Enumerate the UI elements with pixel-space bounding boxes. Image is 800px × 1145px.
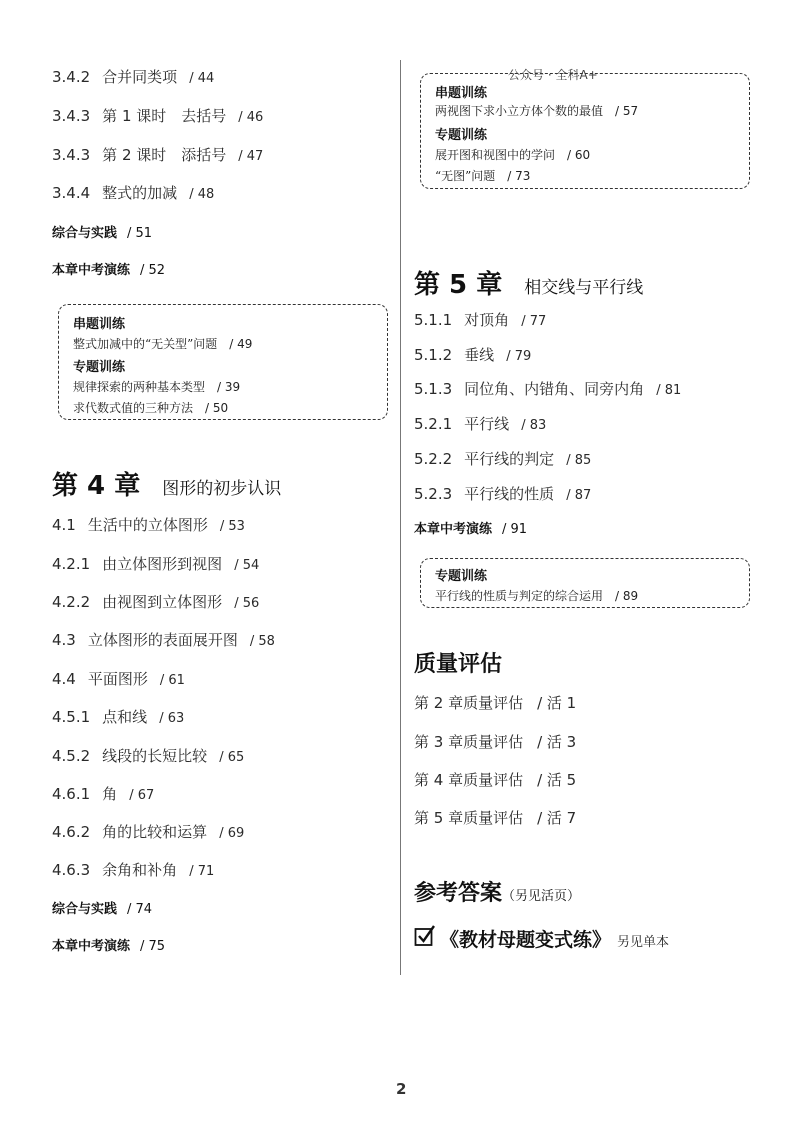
practice-entry[interactable] — [52, 898, 152, 917]
exam-label: 本章中考演练 — [52, 939, 131, 954]
entry-page: / 91 — [502, 522, 528, 537]
box-item-text: “无图”问题 — [435, 169, 496, 183]
entry-page: / 79 — [506, 349, 532, 364]
entry-number: 4.4 — [52, 670, 76, 688]
box-label: 专题训练 — [435, 128, 488, 143]
entry-page: / 51 — [127, 226, 153, 241]
entry-page: / 81 — [656, 383, 682, 398]
entry-page: / 61 — [159, 673, 185, 688]
quality-title: 第 3 章质量评估 — [414, 733, 524, 751]
toc-entry[interactable] — [52, 66, 214, 87]
box-item[interactable] — [73, 399, 228, 416]
toc-entry[interactable] — [414, 344, 531, 365]
entry-number: 4.1 — [52, 516, 76, 534]
entry-page: / 52 — [140, 263, 166, 278]
entry-page: / 58 — [249, 634, 275, 649]
quality-title: 第 2 章质量评估 — [414, 694, 524, 712]
toc-entry[interactable] — [52, 591, 259, 612]
chapter-number: 第 5 章 — [414, 270, 503, 300]
entry-title: 同位角、内错角、同旁内角 — [464, 380, 645, 398]
toc-entry[interactable] — [52, 859, 214, 880]
entry-page: / 71 — [189, 864, 215, 879]
box-item-text: 展开图和视图中的学问 — [435, 148, 556, 162]
toc-entry[interactable] — [52, 629, 275, 650]
quality-page: / 活 1 — [537, 694, 577, 712]
entry-title: 由视图到立体图形 — [102, 593, 223, 611]
entry-number: 5.2.2 — [414, 450, 453, 468]
box-item[interactable] — [73, 378, 240, 395]
checkbox-icon — [414, 924, 436, 948]
toc-entry[interactable] — [52, 514, 245, 535]
quality-entry[interactable] — [414, 731, 576, 752]
entry-title: 垂线 — [464, 346, 495, 364]
quality-page: / 活 3 — [537, 733, 577, 751]
box-item-page: / 57 — [615, 104, 639, 118]
practice-label: 综合与实践 — [52, 226, 118, 241]
entry-number: 4.2.2 — [52, 593, 91, 611]
chapter-title: 相交线与平行线 — [524, 278, 644, 298]
entry-number: 4.5.1 — [52, 708, 91, 726]
entry-page: / 53 — [219, 519, 245, 534]
exam-entry[interactable] — [52, 935, 165, 954]
box-item-page: / 73 — [507, 169, 531, 183]
box-label: 串题训练 — [73, 317, 126, 332]
training-box — [420, 558, 750, 608]
entry-title: 线段的长短比较 — [102, 747, 208, 765]
answers-note: （另见活页） — [502, 889, 581, 904]
entry-number: 3.4.3 — [52, 107, 91, 125]
entry-title: 合并同类项 — [102, 68, 178, 86]
box-item-text: 求代数式值的三种方法 — [73, 401, 194, 415]
entry-title: 角的比较和运算 — [102, 823, 208, 841]
entry-page: / 67 — [129, 788, 155, 803]
box-item-page: / 50 — [205, 401, 229, 415]
toc-entry[interactable] — [52, 668, 185, 689]
entry-number: 4.6.3 — [52, 861, 91, 879]
quality-title: 第 5 章质量评估 — [414, 809, 524, 827]
box-label: 串题训练 — [435, 86, 488, 101]
quality-entry[interactable] — [414, 692, 576, 713]
toc-entry[interactable] — [414, 483, 591, 504]
toc-entry[interactable] — [414, 448, 591, 469]
watermark: 公众号 · 全科A+ — [508, 68, 598, 82]
chapter-number: 第 4 章 — [52, 471, 141, 501]
entry-page: / 56 — [234, 596, 260, 611]
practice-entry[interactable] — [52, 222, 152, 241]
entry-page: / 46 — [238, 110, 264, 125]
box-item-text: 整式加减中的“无关型”问题 — [73, 337, 218, 351]
chapter-heading[interactable] — [414, 264, 643, 301]
entry-number: 4.2.1 — [52, 555, 91, 573]
toc-entry[interactable] — [52, 144, 263, 165]
entry-number: 5.1.3 — [414, 380, 453, 398]
entry-page: / 75 — [140, 939, 166, 954]
entry-title: 平行线的性质 — [464, 485, 555, 503]
box-item[interactable] — [435, 102, 638, 119]
exam-entry[interactable] — [414, 518, 527, 537]
entry-title: 整式的加减 — [102, 184, 178, 202]
entry-title: 立体图形的表面展开图 — [87, 631, 238, 649]
entry-page: / 44 — [189, 71, 215, 86]
answers-title: 参考答案 — [414, 881, 503, 906]
chapter-heading[interactable] — [52, 465, 281, 502]
entry-page: / 77 — [521, 314, 547, 329]
entry-number: 5.2.3 — [414, 485, 453, 503]
entry-number: 5.1.2 — [414, 346, 453, 364]
toc-entry[interactable] — [414, 413, 546, 434]
box-item-text: 两视图下求小立方体个数的最值 — [435, 104, 604, 118]
box-item-text: 平行线的性质与判定的综合运用 — [435, 589, 604, 603]
entry-number: 4.5.2 — [52, 747, 91, 765]
entry-number: 4.6.2 — [52, 823, 91, 841]
exam-label: 本章中考演练 — [414, 522, 493, 537]
toc-entry[interactable] — [52, 745, 244, 766]
box-item[interactable] — [435, 167, 530, 184]
box-item-page: / 49 — [229, 337, 253, 351]
toc-entry[interactable] — [52, 553, 259, 574]
box-item-page: / 60 — [567, 148, 591, 162]
quality-entry[interactable] — [414, 769, 576, 790]
entry-title: 对顶角 — [464, 311, 510, 329]
toc-entry[interactable] — [52, 706, 184, 727]
entry-page: / 74 — [127, 902, 153, 917]
box-item-page: / 39 — [217, 380, 241, 394]
toc-entry[interactable] — [52, 182, 214, 203]
exam-entry[interactable] — [52, 259, 165, 278]
quality-page: / 活 7 — [537, 809, 577, 827]
answers-heading[interactable] — [414, 876, 580, 907]
entry-number: 4.6.1 — [52, 785, 91, 803]
workbook-entry[interactable] — [440, 925, 669, 952]
practice-label: 综合与实践 — [52, 902, 118, 917]
toc-entry[interactable] — [52, 821, 244, 842]
box-item[interactable] — [435, 146, 590, 163]
entry-title: 余角和补角 — [102, 861, 178, 879]
workbook-note: 另见单本 — [617, 935, 670, 950]
chapter-title: 图形的初步认识 — [162, 479, 282, 499]
entry-page: / 69 — [219, 826, 245, 841]
toc-entry[interactable] — [414, 309, 546, 330]
entry-page: / 54 — [234, 558, 260, 573]
entry-page: / 63 — [159, 711, 185, 726]
quality-page: / 活 5 — [537, 771, 577, 789]
box-label: 专题训练 — [73, 360, 126, 375]
toc-entry[interactable] — [52, 105, 263, 126]
entry-title: 第 1 课时 去括号 — [102, 107, 227, 125]
box-item[interactable] — [73, 335, 252, 352]
entry-title: 平行线的判定 — [464, 450, 555, 468]
entry-number: 4.3 — [52, 631, 76, 649]
toc-entry[interactable] — [414, 378, 681, 399]
entry-title: 由立体图形到视图 — [102, 555, 223, 573]
entry-number: 5.1.1 — [414, 311, 453, 329]
entry-number: 5.2.1 — [414, 415, 453, 433]
entry-title: 生活中的立体图形 — [87, 516, 208, 534]
entry-number: 3.4.3 — [52, 146, 91, 164]
training-box — [420, 73, 750, 189]
box-label: 专题训练 — [435, 569, 488, 584]
entry-title: 平行线 — [464, 415, 510, 433]
quality-title: 第 4 章质量评估 — [414, 771, 524, 789]
entry-number: 3.4.2 — [52, 68, 91, 86]
toc-entry[interactable] — [52, 783, 154, 804]
entry-page: / 65 — [219, 750, 245, 765]
entry-page: / 48 — [189, 187, 215, 202]
entry-title: 角 — [102, 785, 118, 803]
entry-page: / 87 — [566, 488, 592, 503]
box-item-text: 规律探索的两种基本类型 — [73, 380, 206, 394]
quality-entry[interactable] — [414, 807, 576, 828]
quality-heading: 质量评估 — [414, 652, 503, 677]
training-box — [58, 304, 388, 420]
entry-page: / 83 — [521, 418, 547, 433]
entry-page: / 47 — [238, 149, 264, 164]
entry-title: 平面图形 — [87, 670, 148, 688]
page-number: 2 — [396, 1080, 407, 1098]
box-item-page: / 89 — [615, 589, 639, 603]
exam-label: 本章中考演练 — [52, 263, 131, 278]
column-divider — [400, 60, 401, 975]
entry-page: / 85 — [566, 453, 592, 468]
entry-title: 点和线 — [102, 708, 148, 726]
entry-title: 第 2 课时 添括号 — [102, 146, 227, 164]
box-item[interactable] — [435, 587, 638, 604]
workbook-title: 《教材母题变式练》 — [440, 929, 612, 951]
entry-number: 3.4.4 — [52, 184, 91, 202]
